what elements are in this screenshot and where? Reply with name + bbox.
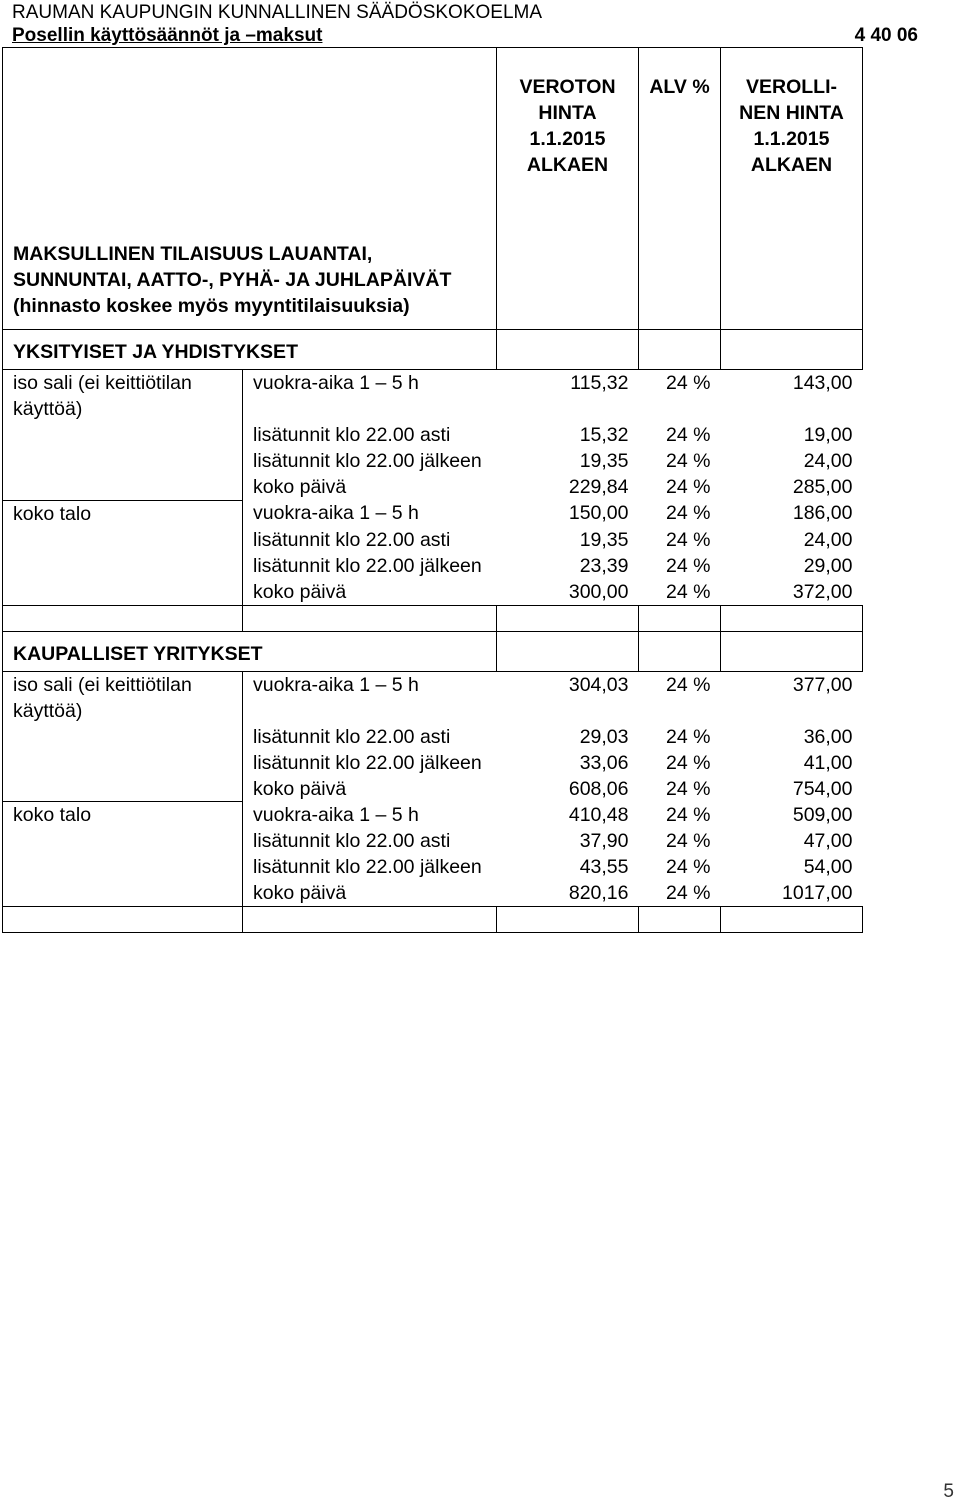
- empty-cell: [639, 631, 721, 671]
- table-title: MAKSULLINEN TILAISUUS LAUANTAI, SUNNUNTAI, AATTO-, PYHÄ- JA JUHLAPÄIVÄT (hinnasto koskee myös myyntitilaisuuksia): [13, 243, 452, 317]
- item-cell: vuokra-aika 1 – 5 h: [243, 500, 497, 527]
- space-cell: [3, 527, 243, 553]
- vat-cell: 24 %: [666, 725, 711, 748]
- vat-cell: 24 %: [666, 580, 711, 603]
- gross-price-cell: 54,00: [803, 856, 853, 878]
- space-cell: [3, 553, 243, 579]
- document-header: [12, 25, 918, 47]
- net-price-cell: 23,39: [579, 554, 629, 577]
- vat-cell: 24 %: [666, 882, 711, 904]
- gross-price-cell: 754,00: [792, 777, 853, 800]
- empty-cell: [243, 907, 497, 933]
- space-cell: iso sali (ei keittiötilan käyttöä): [3, 671, 243, 724]
- space-cell: [3, 776, 243, 802]
- item-cell: vuokra-aika 1 – 5 h: [243, 671, 497, 724]
- table-row: [3, 828, 863, 854]
- item-cell: koko päivä: [243, 880, 497, 907]
- col-header-vat: [639, 48, 721, 330]
- net-price-cell: 304,03: [568, 673, 629, 696]
- gross-price-cell: 509,00: [792, 803, 853, 826]
- vat-cell: 24 %: [666, 528, 711, 551]
- gross-price-cell: 285,00: [792, 476, 853, 498]
- empty-cell: [721, 605, 863, 631]
- space-cell: [3, 828, 243, 854]
- net-price-cell: 608,06: [568, 777, 629, 800]
- space-cell: [3, 724, 243, 750]
- empty-cell: [721, 907, 863, 933]
- item-cell: lisätunnit klo 22.00 asti: [243, 828, 497, 854]
- table-row: [3, 448, 863, 474]
- item-cell: lisätunnit klo 22.00 asti: [243, 527, 497, 553]
- table-row: [3, 671, 863, 724]
- page-number: 5: [943, 1481, 954, 1502]
- empty-cell: [639, 605, 721, 631]
- col-header-gross: [721, 48, 863, 330]
- table-row: [3, 370, 863, 423]
- space-cell: [3, 448, 243, 474]
- vat-cell: 24 %: [666, 673, 711, 696]
- space-cell: [3, 579, 243, 606]
- space-cell: [3, 880, 243, 907]
- spacer-row: [3, 605, 863, 631]
- space-cell: koko talo: [3, 802, 243, 829]
- net-price-cell: 115,32: [570, 372, 629, 394]
- table-row: [3, 724, 863, 750]
- item-cell: lisätunnit klo 22.00 jälkeen: [243, 750, 497, 776]
- gross-price-cell: 19,00: [803, 424, 853, 446]
- space-cell: [3, 422, 243, 448]
- empty-cell: [243, 605, 497, 631]
- item-cell: koko päivä: [243, 579, 497, 606]
- item-cell: lisätunnit klo 22.00 jälkeen: [243, 553, 497, 579]
- col-header-net-label: VEROTON HINTA 1.1.2015 ALKAEN: [519, 76, 616, 176]
- gross-price-cell: 372,00: [792, 580, 853, 603]
- item-cell: vuokra-aika 1 – 5 h: [243, 802, 497, 829]
- section-title: YKSITYISET JA YHDISTYKSET: [3, 330, 497, 370]
- vat-cell: 24 %: [666, 476, 711, 498]
- table-row: [3, 776, 863, 802]
- net-price-cell: 37,90: [579, 830, 629, 852]
- table-row: [3, 750, 863, 776]
- col-header-net: [497, 48, 639, 330]
- gross-price-cell: 36,00: [803, 725, 853, 748]
- table-row: [3, 579, 863, 606]
- space-cell: iso sali (ei keittiötilan käyttöä): [3, 370, 243, 423]
- header-row: [3, 48, 863, 330]
- table-row: [3, 854, 863, 880]
- vat-cell: 24 %: [666, 502, 711, 524]
- empty-cell: [639, 907, 721, 933]
- empty-cell: [721, 330, 863, 370]
- table-row: [3, 802, 863, 829]
- section-header-row: [3, 330, 863, 370]
- item-cell: lisätunnit klo 22.00 asti: [243, 422, 497, 448]
- item-cell: vuokra-aika 1 – 5 h: [243, 370, 497, 423]
- space-cell: koko talo: [3, 500, 243, 527]
- space-cell: [3, 750, 243, 776]
- net-price-cell: 19,35: [579, 528, 629, 551]
- table-row: [3, 880, 863, 907]
- document-number: 4 40 06: [854, 25, 918, 46]
- empty-cell: [497, 907, 639, 933]
- vat-cell: 24 %: [666, 856, 711, 878]
- table-row: [3, 553, 863, 579]
- item-cell: lisätunnit klo 22.00 jälkeen: [243, 854, 497, 880]
- vat-cell: 24 %: [666, 777, 711, 800]
- gross-price-cell: 24,00: [803, 450, 853, 472]
- vat-cell: 24 %: [666, 424, 711, 446]
- net-price-cell: 150,00: [568, 502, 629, 524]
- gross-price-cell: 24,00: [803, 528, 853, 551]
- empty-cell: [3, 605, 243, 631]
- spacer-row: [3, 907, 863, 933]
- net-price-cell: 229,84: [568, 476, 629, 498]
- gross-price-cell: 1017,00: [782, 882, 853, 904]
- net-price-cell: 15,32: [579, 424, 629, 446]
- net-price-cell: 820,16: [568, 882, 629, 904]
- section-title: KAUPALLISET YRITYKSET: [3, 631, 497, 671]
- net-price-cell: 29,03: [579, 725, 629, 748]
- price-table: [2, 47, 863, 933]
- vat-cell: 24 %: [666, 830, 711, 852]
- gross-price-cell: 47,00: [803, 830, 853, 852]
- net-price-cell: 300,00: [568, 580, 629, 603]
- gross-price-cell: 377,00: [792, 673, 853, 696]
- space-cell: [3, 474, 243, 500]
- item-cell: koko päivä: [243, 776, 497, 802]
- item-cell: lisätunnit klo 22.00 asti: [243, 724, 497, 750]
- table-row: [3, 527, 863, 553]
- section-header-row: [3, 631, 863, 671]
- empty-cell: [721, 631, 863, 671]
- empty-cell: [497, 631, 639, 671]
- gross-price-cell: 41,00: [803, 751, 853, 774]
- gross-price-cell: 143,00: [792, 372, 853, 394]
- vat-cell: 24 %: [666, 751, 711, 774]
- price-table-body: [3, 48, 863, 933]
- vat-cell: 24 %: [666, 372, 711, 394]
- table-row: [3, 500, 863, 527]
- empty-cell: [497, 605, 639, 631]
- gross-price-cell: 186,00: [792, 502, 853, 524]
- net-price-cell: 410,48: [568, 803, 629, 826]
- table-row: [3, 474, 863, 500]
- col-header-gross-label: VEROLLI-NEN HINTA 1.1.2015 ALKAEN: [739, 76, 844, 176]
- gross-price-cell: 29,00: [803, 554, 853, 577]
- empty-cell: [3, 907, 243, 933]
- net-price-cell: 43,55: [579, 856, 629, 878]
- table-row: [3, 422, 863, 448]
- empty-cell: [497, 330, 639, 370]
- collection-title: RAUMAN KAUPUNGIN KUNNALLINEN SÄÄDÖSKOKOELMA: [12, 2, 543, 23]
- table-title-cell: [3, 48, 497, 330]
- item-cell: koko päivä: [243, 474, 497, 500]
- vat-cell: 24 %: [666, 450, 711, 472]
- item-cell: lisätunnit klo 22.00 jälkeen: [243, 448, 497, 474]
- vat-cell: 24 %: [666, 554, 711, 577]
- col-header-vat-label: ALV %: [649, 76, 710, 98]
- net-price-cell: 19,35: [579, 450, 629, 472]
- space-cell: [3, 854, 243, 880]
- empty-cell: [639, 330, 721, 370]
- net-price-cell: 33,06: [579, 751, 629, 774]
- document-title: Posellin käyttösäännöt ja –maksut: [12, 25, 323, 46]
- vat-cell: 24 %: [666, 803, 711, 826]
